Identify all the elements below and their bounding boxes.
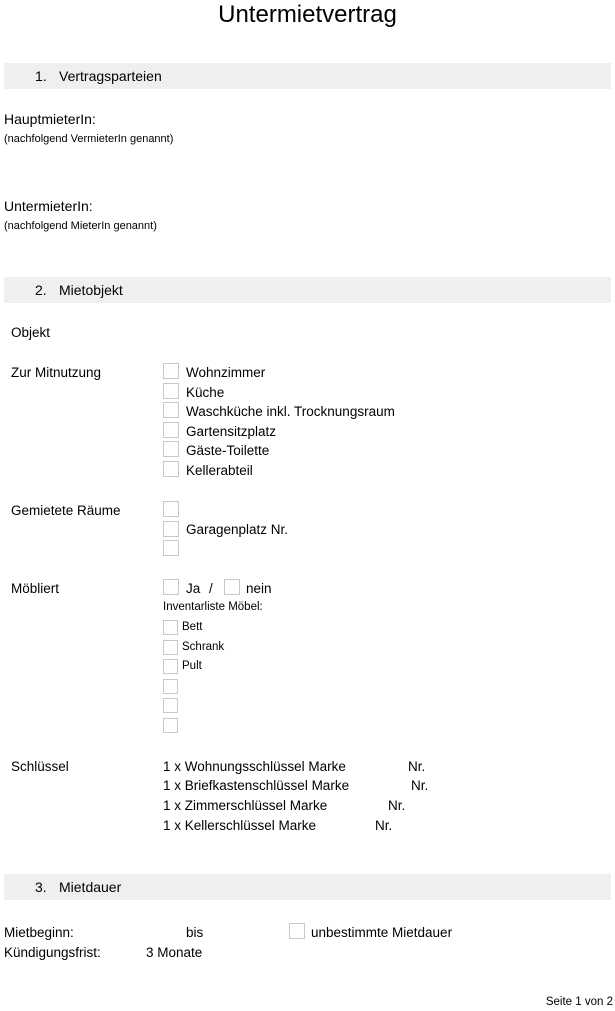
notice-period-value: 3 Monate [146, 945, 203, 960]
key-row [163, 778, 429, 793]
furnished-separator: / [209, 581, 213, 596]
checkbox-garagenplatz[interactable] [163, 521, 179, 537]
key-text: 1 x Kellerschlüssel Marke [163, 818, 317, 833]
inventory-item: Pult [182, 660, 202, 672]
indefinite-duration-label: unbestimmte Mietdauer [311, 925, 453, 940]
key-text: 1 x Wohnungsschlüssel Marke [163, 759, 346, 774]
checkbox-inventory-schrank[interactable] [163, 640, 178, 655]
checkbox-kellerabteil[interactable] [163, 461, 179, 477]
checkbox-waschkueche[interactable] [163, 402, 179, 418]
key-row [163, 818, 393, 833]
subtenant-note: (nachfolgend MieterIn genannt) [4, 220, 157, 232]
checkbox-gaeste-toilette[interactable] [163, 441, 179, 457]
document-title: Untermietvertrag [218, 1, 397, 28]
shared-use-label: Zur Mitnutzung [11, 365, 102, 380]
furnished-label: Möbliert [11, 581, 60, 596]
checkbox-wohnzimmer[interactable] [163, 363, 179, 379]
shared-use-item: Wohnzimmer [186, 365, 266, 380]
start-date-label: Mietbeginn: [4, 925, 74, 940]
notice-period-label: Kündigungsfrist: [4, 945, 101, 960]
rented-rooms-label: Gemietete Räume [11, 503, 121, 518]
shared-use-item: Gäste-Toilette [186, 443, 270, 458]
inventory-item: Bett [182, 621, 203, 633]
shared-use-item: Küche [186, 385, 225, 400]
key-row [163, 759, 426, 774]
checkbox-inventory-pult[interactable] [163, 659, 178, 674]
inventory-label: Inventarliste Möbel: [163, 601, 263, 613]
key-text: 1 x Zimmerschlüssel Marke [163, 798, 328, 813]
checkbox-furnished-no[interactable] [224, 579, 240, 595]
key-text: 1 x Briefkastenschlüssel Marke [163, 778, 350, 793]
checkbox-inventory-4[interactable] [163, 679, 178, 694]
section-header-mietdauer [4, 874, 611, 900]
section-header-mietobjekt [4, 277, 611, 303]
checkbox-room-3[interactable] [163, 540, 179, 556]
section-label: Mietdauer [59, 879, 122, 895]
checkbox-inventory-6[interactable] [163, 718, 178, 733]
key-nr: Nr. [411, 778, 429, 793]
until-label: bis [186, 925, 204, 940]
rented-room-item: Garagenplatz Nr. [186, 522, 289, 537]
key-nr: Nr. [408, 759, 426, 774]
inventory-item: Schrank [182, 641, 225, 653]
checkbox-gartensitzplatz[interactable] [163, 422, 179, 438]
subtenant-label: UntermieterIn: [4, 198, 93, 214]
section-number: 3. [35, 879, 47, 895]
furnished-yes-label: Ja [186, 581, 201, 596]
section-number: 2. [35, 282, 47, 298]
checkbox-room-1[interactable] [163, 501, 179, 517]
page-number: Seite 1 von 2 [545, 996, 613, 1008]
keys-label: Schlüssel [11, 759, 69, 774]
main-tenant-label: HauptmieterIn: [4, 111, 96, 127]
section-label: Mietobjekt [59, 282, 123, 298]
shared-use-item: Gartensitzplatz [186, 424, 277, 439]
checkbox-inventory-bett[interactable] [163, 620, 178, 635]
checkbox-furnished-yes[interactable] [163, 579, 179, 595]
section-header-vertragsparteien [4, 63, 611, 89]
section-label: Vertragsparteien [59, 68, 162, 84]
main-tenant-note: (nachfolgend VermieterIn genannt) [4, 133, 174, 145]
shared-use-item: Kellerabteil [186, 463, 253, 478]
key-row [163, 798, 406, 813]
key-nr: Nr. [388, 798, 406, 813]
checkbox-inventory-5[interactable] [163, 698, 178, 713]
checkbox-indefinite-duration[interactable] [289, 923, 305, 939]
shared-use-item: Waschküche inkl. Trocknungsraum [186, 404, 395, 419]
checkbox-kueche[interactable] [163, 383, 179, 399]
key-nr: Nr. [375, 818, 393, 833]
section-number: 1. [35, 68, 47, 84]
furnished-no-label: nein [246, 581, 272, 596]
object-label: Objekt [11, 325, 51, 340]
